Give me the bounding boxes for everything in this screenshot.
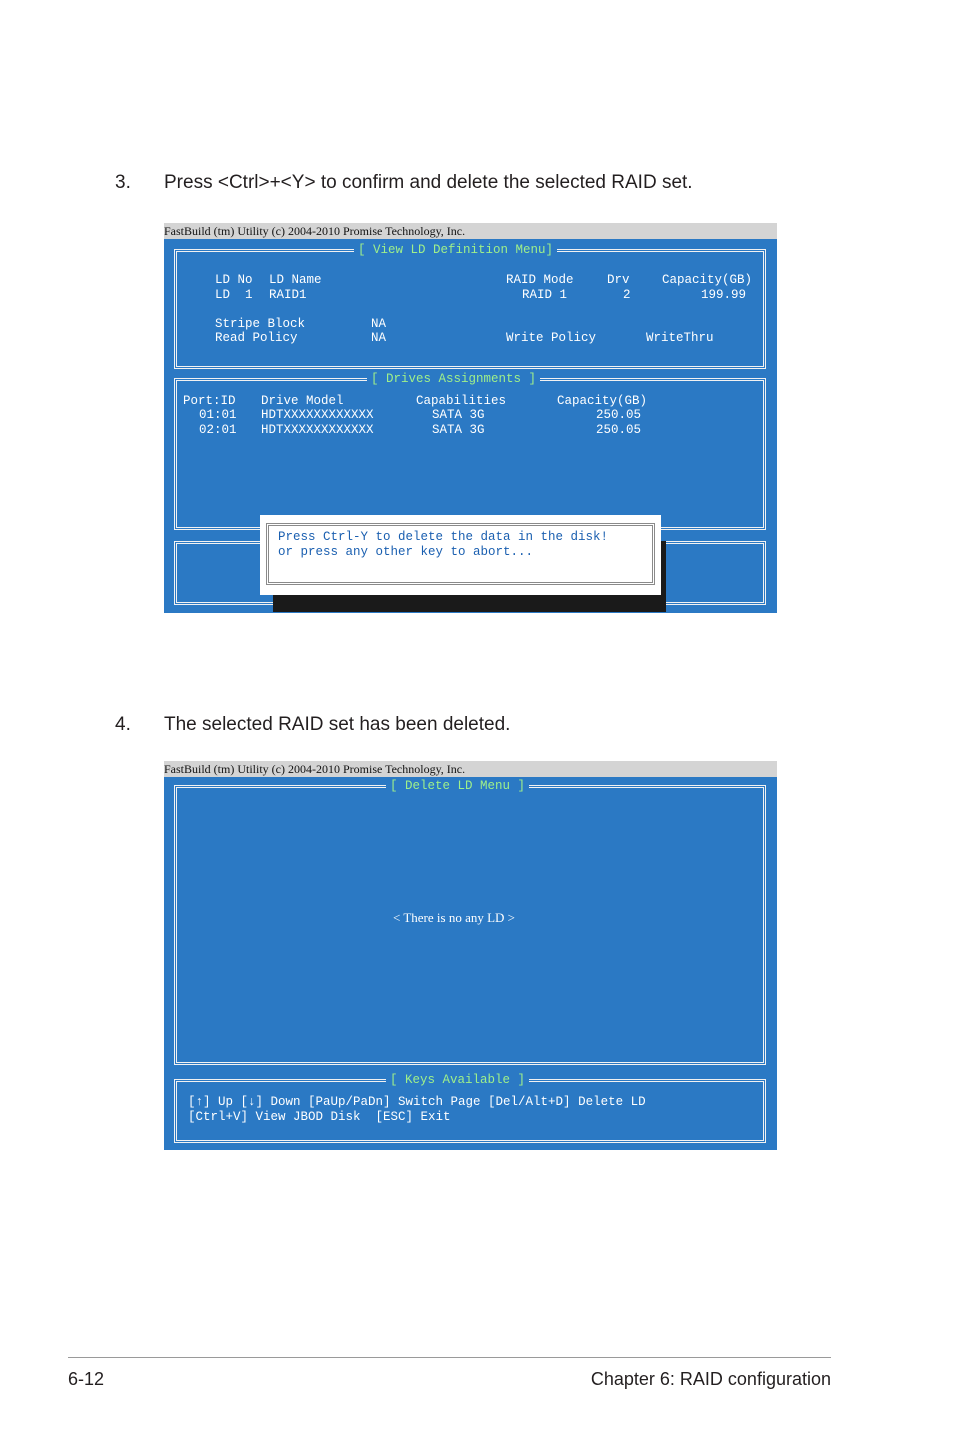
dialog-message-line2: or press any other key to abort... [278, 545, 534, 559]
raid-mode-value: RAID 1 [522, 288, 568, 302]
no-ld-message: < There is no any LD > [393, 910, 516, 925]
write-policy-value: WriteThru [646, 331, 714, 345]
confirm-delete-dialog[interactable] [260, 515, 661, 595]
capabilities: SATA 3G [432, 423, 485, 437]
page-number: 6-12 [68, 1369, 105, 1389]
read-policy-value: NA [371, 331, 387, 345]
capacity: 250.05 [596, 408, 642, 422]
read-policy-label: Read Policy [215, 331, 298, 345]
header-raid-mode: RAID Mode [506, 273, 574, 287]
drives-assignments-panel [174, 372, 766, 530]
step-text: The selected RAID set has been deleted. [164, 714, 511, 735]
ld-definition-panel [174, 243, 766, 369]
header-ld-no: LD No [215, 273, 253, 287]
write-policy-label: Write Policy [506, 331, 597, 345]
title-bar-text: FastBuild (tm) Utility (c) 2004-2010 Promise Technology, Inc. [164, 762, 466, 776]
header-ld-name: LD Name [269, 273, 322, 287]
stripe-block-value: NA [371, 317, 387, 331]
ld-name-value: RAID1 [269, 288, 307, 302]
drive-model: HDTXXXXXXXXXXXX [261, 408, 374, 422]
header-capabilities: Capabilities [416, 394, 507, 408]
panel-title: [ Keys Available ] [386, 1072, 529, 1088]
keys-line-1: [↑] Up [↓] Down [PaUp/PaDn] Switch Page [Del/Alt+D] Delete LD [188, 1095, 646, 1109]
stripe-block-label: Stripe Block [215, 317, 306, 331]
header-drv: Drv [607, 273, 630, 287]
capacity: 250.05 [596, 423, 642, 437]
panel-title: [ Drives Assignments ] [367, 371, 540, 387]
header-drive-model: Drive Model [261, 394, 344, 408]
panel-title: [ Delete LD Menu ] [386, 778, 529, 794]
chapter-title: Chapter 6: RAID configuration [590, 1369, 831, 1389]
keys-available-panel [174, 1073, 766, 1143]
capabilities: SATA 3G [432, 408, 485, 422]
keys-line-2: [Ctrl+V] View JBOD Disk [ESC] Exit [188, 1110, 451, 1124]
footer-rule [68, 1357, 831, 1358]
bios-screenshot-deleted [164, 761, 777, 1150]
header-capacity: Capacity(GB) [557, 394, 648, 408]
step-text: Press <Ctrl>+<Y> to confirm and delete the selected RAID set. [164, 172, 693, 193]
capacity-value: 199.99 [701, 288, 747, 302]
header-port: Port:ID [183, 394, 236, 408]
title-bar [164, 223, 777, 239]
ld-no-value: LD 1 [215, 288, 253, 302]
dialog-message-line1: Press Ctrl-Y to delete the data in the disk! [278, 530, 609, 544]
port-id: 01:01 [199, 408, 237, 422]
header-capacity: Capacity(GB) [662, 273, 753, 287]
panel-title: [ View LD Definition Menu] [354, 242, 557, 258]
title-bar [164, 761, 777, 777]
title-bar-text: FastBuild (tm) Utility (c) 2004-2010 Promise Technology, Inc. [164, 224, 466, 238]
bios-screen [164, 239, 777, 613]
bios-screenshot-confirm-delete [164, 223, 777, 613]
drive-model: HDTXXXXXXXXXXXX [261, 423, 374, 437]
step-number: 4. [115, 714, 131, 735]
port-id: 02:01 [199, 423, 237, 437]
dialog-frame [266, 523, 655, 585]
delete-ld-menu-panel [174, 779, 766, 1065]
drv-value: 2 [623, 288, 631, 302]
step-number: 3. [115, 172, 131, 193]
bios-screen [164, 777, 777, 1150]
